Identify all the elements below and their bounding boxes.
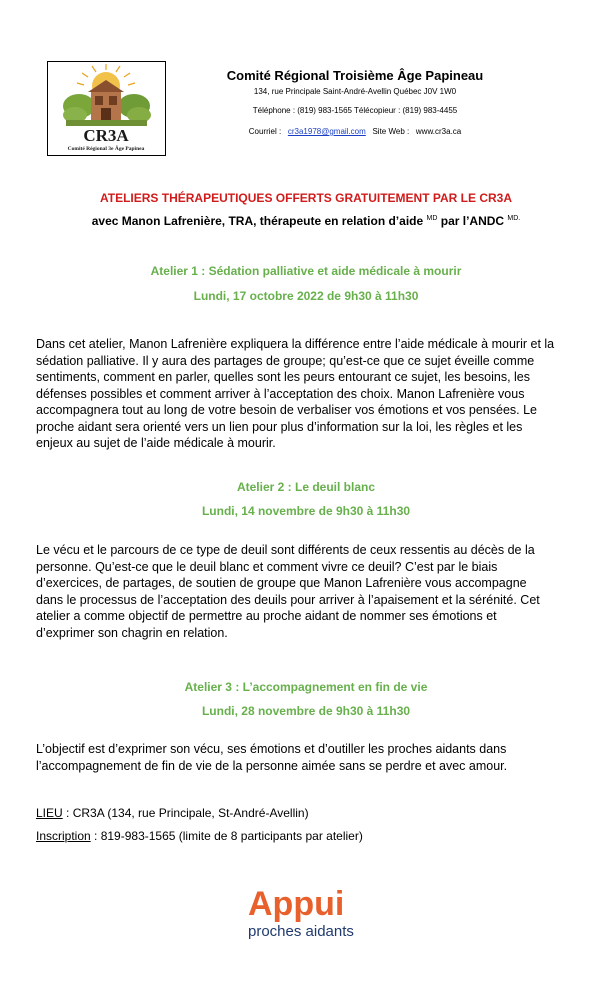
text-line: d’exercices, de partages, de soutien de groupe que Manon Lafrenière vous accompagne <box>36 576 527 590</box>
text-line: sentiments, comment en parler, quelles sont les peurs entourant ce sujet, les besoins, les <box>36 370 531 384</box>
subtitle-part1: avec Manon Lafrenière, TRA, thérapeute en relation d’aide <box>91 214 424 228</box>
inscription-label: Inscription <box>36 829 91 843</box>
appui-tagline: proches aidants <box>248 923 354 940</box>
lieu-info <box>36 806 309 820</box>
text-line: atelier a comme objectif de permettre au proche aidant de nommer ses émotions et <box>36 609 497 623</box>
text-line: d’exprimer son chagrin en relation. <box>36 625 228 640</box>
sub-title <box>0 214 612 228</box>
atelier-3-date: Lundi, 28 novembre de 9h30 à 11h30 <box>201 704 411 718</box>
main-title: ATELIERS THÉRAPEUTIQUES OFFERTS GRATUITEMENT PAR LE CR3A <box>99 191 512 205</box>
org-contact <box>190 127 520 136</box>
org-name: Comité Régional Troisième Âge Papineau <box>226 68 484 83</box>
cr3a-logo <box>47 61 166 156</box>
atelier-2-description <box>36 542 581 641</box>
organization-header <box>190 68 520 136</box>
svg-text:CR3A: CR3A <box>83 126 129 145</box>
atelier-1-description <box>36 336 581 452</box>
lieu-label: LIEU <box>36 806 63 820</box>
atelier-2-heading: Atelier 2 : Le deuil blanc <box>236 480 376 494</box>
web-label: Site Web : <box>372 127 410 136</box>
lieu-value: : CR3A (134, rue Principale, St-André-Avellin) <box>62 806 309 820</box>
atelier-1-heading: Atelier 1 : Sédation palliative et aide médicale à mourir <box>150 264 462 278</box>
svg-text:Comité Régional 3e Âge Papinea: Comité Régional 3e Âge Papinea <box>67 146 145 152</box>
subtitle-part2: par l’ANDC <box>440 214 505 228</box>
text-line: enjeux au sujet de l’aide médicale à mourir. <box>36 436 276 450</box>
web-link[interactable]: www.cr3a.ca <box>415 127 462 136</box>
atelier-1-date: Lundi, 17 octobre 2022 de 9h30 à 11h30 <box>193 289 419 303</box>
subtitle-sup1: MD <box>426 215 438 222</box>
inscription-info <box>36 829 363 843</box>
text-line: l’accompagnement de fin de vie de la personne aimée sans se perdre et avec amour. <box>36 758 508 773</box>
appui-logo <box>246 884 371 944</box>
text-line: Le vécu et le parcours de ce type de deuil sont différents de ceux ressentis au décès de la <box>36 543 535 557</box>
inscription-value: : 819-983-1565 (limite de 8 participants par atelier) <box>90 829 363 843</box>
text-line: défenses possibles et comment arriver à l’acceptation des choix. Manon Lafrenière vous <box>36 386 525 401</box>
text-line: L’objectif est d’exprimer son vécu, ses émotions et d’outiller les proches aidants dans <box>36 742 507 756</box>
org-phones: Téléphone : (819) 983-1565 Télécopieur : (819) 983-4455 <box>252 106 458 115</box>
text-line: sédation palliative. Il y aura des partages de groupe; qu’est-ce que ce sujet éveille comme <box>36 353 535 368</box>
text-line: accompagnera tout au long de votre besoin de verbaliser vos émotions et vos pensées. Le <box>36 403 538 417</box>
text-line: Dans cet atelier, Manon Lafrenière expliquera la différence entre l’aide médicale à mourir et la <box>36 337 555 351</box>
email-link[interactable]: cr3a1978@gmail.com <box>287 127 366 136</box>
subtitle-sup2: MD. <box>507 215 521 222</box>
atelier-2-date: Lundi, 14 novembre de 9h30 à 11h30 <box>201 504 411 518</box>
org-address: 134, rue Principale Saint-André-Avellin Québec J0V 1W0 <box>253 87 457 96</box>
email-label: Courriel : <box>248 127 282 136</box>
cr3a-logo-art <box>48 62 165 155</box>
atelier-3-description <box>36 741 581 774</box>
text-line: proche aidant sera orienté vers un lien pour plus d’information sur la loi, les règles et les <box>36 419 523 434</box>
text-line: personne. Qu’est-ce que le deuil blanc et comment vivre ce deuil? C’est par le biais <box>36 559 498 574</box>
text-line: dans le processus de l’acceptation des deuils pour arriver à l’apaisement et la sérénité. Cet <box>36 592 540 607</box>
appui-word: Appui <box>248 885 345 923</box>
atelier-3-heading: Atelier 3 : L’accompagnement en fin de vie <box>184 680 428 694</box>
